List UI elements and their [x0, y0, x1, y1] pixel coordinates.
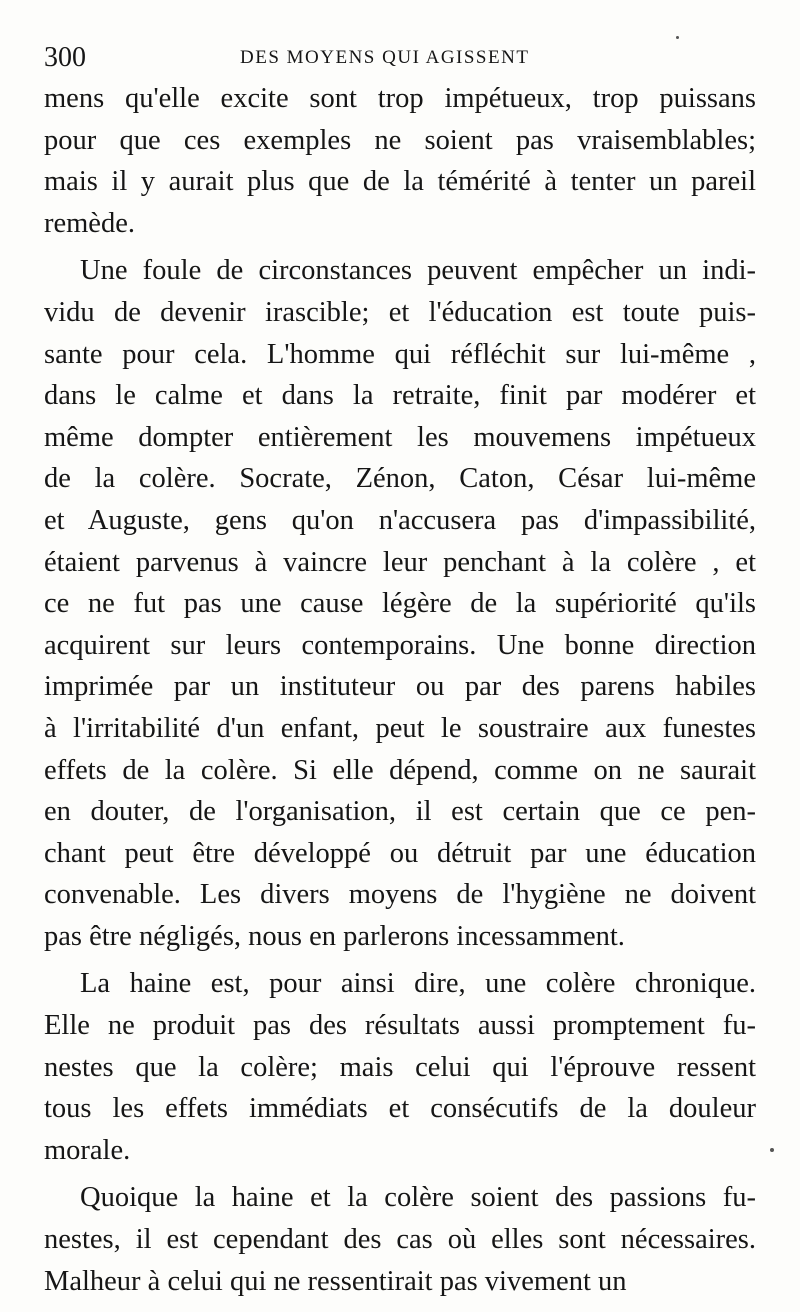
text-line: Une foule de circonstances peuvent empêcher un indi- [80, 255, 756, 287]
ink-speck [770, 1148, 774, 1152]
body-text [44, 78, 756, 1302]
text-line: mais il y aurait plus que de la témérité à tenter un pareil [44, 166, 756, 198]
text-line: mens qu'elle excite sont trop impétueux, trop puissans [44, 83, 756, 114]
paragraph [44, 250, 756, 957]
text-line: pour que ces exemples ne soient pas vraisemblables; [44, 124, 756, 156]
ink-speck [676, 36, 679, 39]
text-line: et Auguste, gens qu'on n'accusera pas d'impassibilité, [44, 504, 756, 536]
text-line: remède. [44, 207, 135, 239]
paragraph [44, 78, 756, 244]
text-line: à l'irritabilité d'un enfant, peut le soustraire aux funestes [44, 712, 756, 744]
text-line: dans le calme et dans la retraite, finit par modérer et [44, 380, 756, 412]
text-line: étaient parvenus à vaincre leur penchant à la colère , et [44, 546, 756, 578]
text-line: en douter, de l'organisation, il est certain que ce pen- [44, 796, 756, 828]
text-line: acquirent sur leurs contemporains. Une bonne direction [44, 629, 756, 661]
paragraph [44, 1177, 756, 1302]
text-line: nestes, il est cependant des cas où elles sont nécessaires. [44, 1224, 756, 1256]
text-line: de la colère. Socrate, Zénon, Caton, César lui-même [44, 463, 756, 495]
text-line: ce ne fut pas une cause légère de la supériorité qu'ils [44, 588, 756, 620]
text-line: Quoique la haine et la colère soient des passions fu- [80, 1182, 756, 1214]
text-line: Malheur à celui qui ne ressentirait pas vivement un [44, 1265, 627, 1297]
text-line: nestes que la colère; mais celui qui l'éprouve ressent [44, 1051, 756, 1083]
text-line: Elle ne produit pas des résultats aussi promptement fu- [44, 1010, 756, 1042]
text-line: vidu de devenir irascible; et l'éducation est toute puis- [44, 296, 756, 328]
text-line: imprimée par un instituteur ou par des parens habiles [44, 671, 756, 703]
paragraph [44, 963, 756, 1171]
text-line: même dompter entièrement les mouvemens impétueux [44, 421, 756, 453]
text-line: sante pour cela. L'homme qui réfléchit sur lui-même , [44, 338, 756, 370]
text-line: tous les effets immédiats et consécutifs de la douleur [44, 1093, 756, 1125]
text-line: pas être négligés, nous en parlerons incessamment. [44, 920, 625, 952]
text-line: convenable. Les divers moyens de l'hygiène ne doivent [44, 879, 756, 911]
text-line: chant peut être développé ou détruit par une éducation [44, 837, 756, 869]
page-number: 300 [44, 42, 86, 73]
page-header [44, 40, 764, 76]
text-line: morale. [44, 1134, 131, 1166]
text-line: effets de la colère. Si elle dépend, comme on ne saurait [44, 754, 756, 786]
text-line: La haine est, pour ainsi dire, une colère chronique. [80, 968, 756, 1000]
running-head: DES MOYENS QUI AGISSENT [240, 47, 530, 68]
